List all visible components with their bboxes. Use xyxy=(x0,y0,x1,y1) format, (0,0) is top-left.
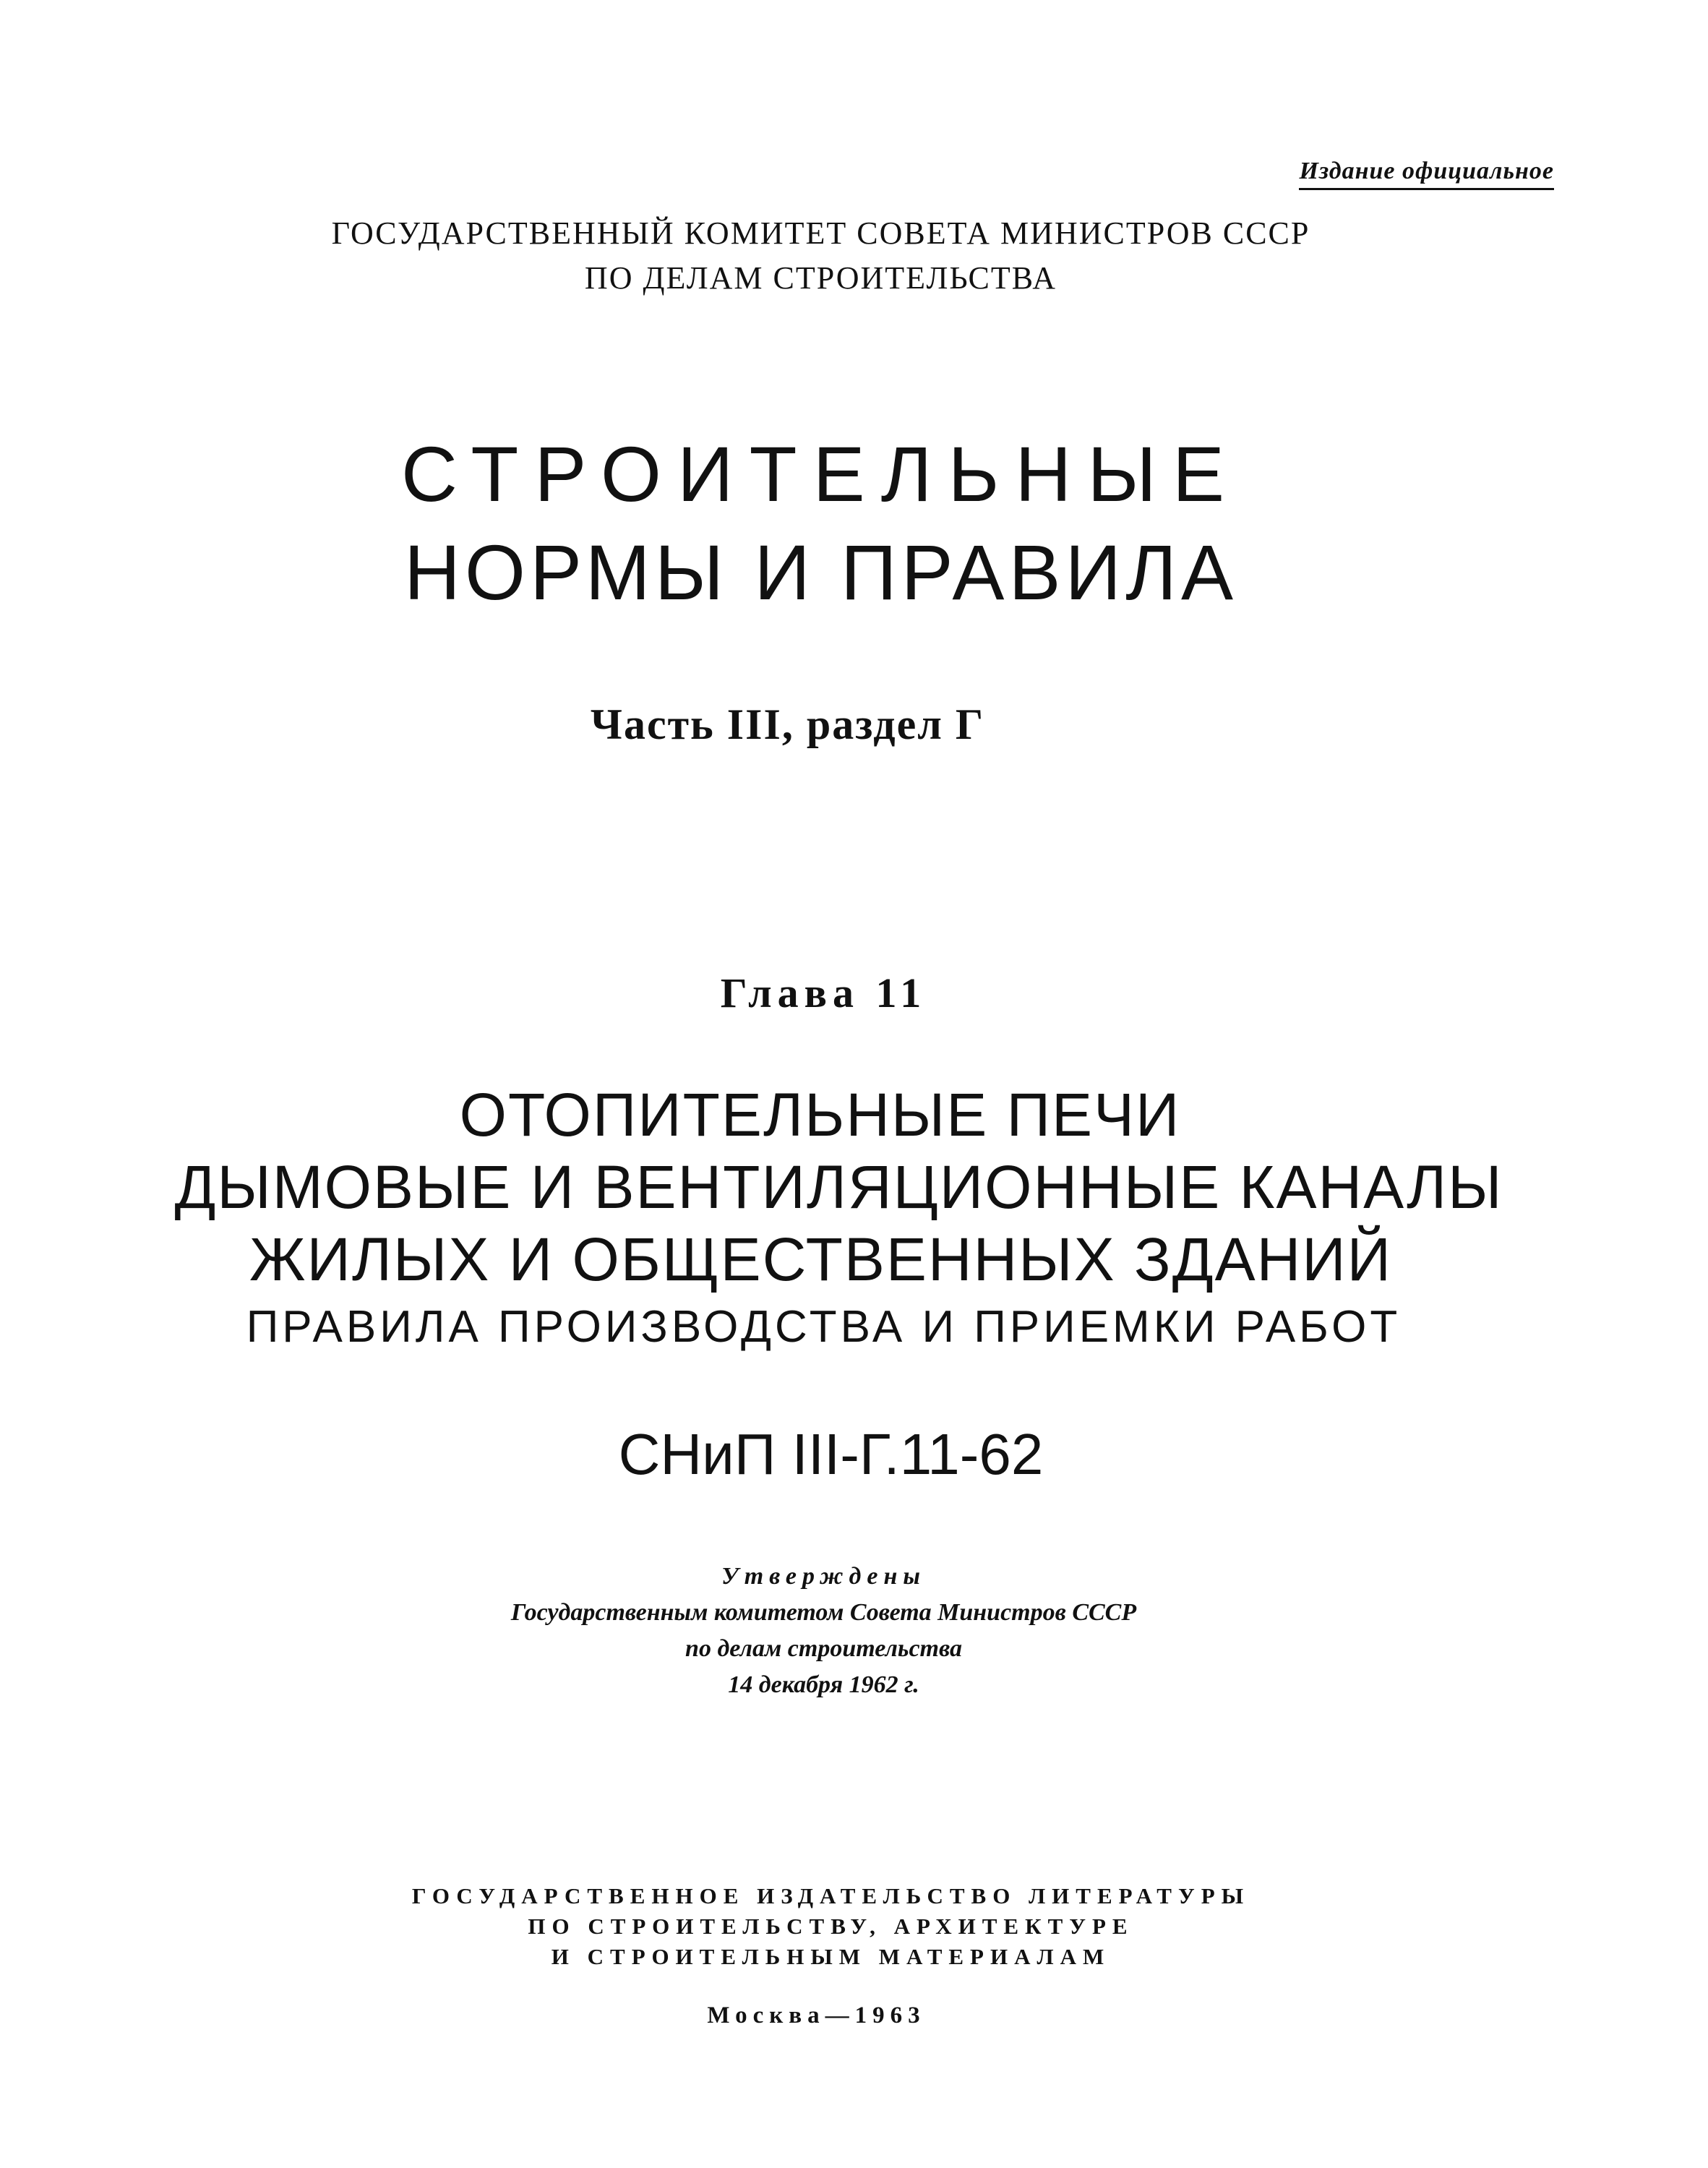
part-section: Часть III, раздел Г xyxy=(590,700,985,748)
committee-line: ПО ДЕЛАМ СТРОИТЕЛЬСТВА xyxy=(584,260,1057,296)
document-title xyxy=(0,425,1708,622)
title-line: СТРОИТЕЛЬНЫЕ xyxy=(400,430,1241,518)
publisher-line: И СТРОИТЕЛЬНЫМ МАТЕРИАЛАМ xyxy=(551,1944,1111,1969)
approval-line: по делам строительства xyxy=(685,1635,962,1662)
approval-line: Государственным комитетом Совета Министров СССР xyxy=(510,1599,1137,1626)
publisher-block xyxy=(0,1881,1685,1972)
chapter-subtitle: ПРАВИЛА ПРОИЗВОДСТВА И ПРИЕМКИ РАБОТ xyxy=(246,1302,1402,1352)
approval-block xyxy=(0,1559,1678,1703)
edition-note: Издание официальное xyxy=(1299,158,1554,190)
approval-line: Утверждены xyxy=(721,1563,926,1590)
publication-place-year: Москва—1963 xyxy=(707,2002,926,2028)
publisher-line: ПО СТРОИТЕЛЬСТВУ, АРХИТЕКТУРЕ xyxy=(528,1914,1134,1939)
committee-heading xyxy=(0,211,1708,301)
chapter-title-line: ЖИЛЫХ И ОБЩЕСТВЕННЫХ ЗДАНИЙ xyxy=(249,1225,1393,1293)
chapter-title-line: ОТОПИТЕЛЬНЫЕ ПЕЧИ xyxy=(459,1081,1181,1149)
committee-line: ГОСУДАРСТВЕННЫЙ КОМИТЕТ СОВЕТА МИНИСТРОВ СССР xyxy=(331,215,1310,251)
document-code: СНиП III-Г.11-62 xyxy=(618,1422,1044,1486)
approval-date: 14 декабря 1962 г. xyxy=(728,1671,919,1698)
chapter-title xyxy=(0,1079,1708,1295)
chapter-title-line: ДЫМОВЫЕ И ВЕНТИЛЯЦИОННЫЕ КАНАЛЫ xyxy=(174,1153,1503,1221)
title-line: НОРМЫ И ПРАВИЛА xyxy=(403,528,1238,616)
publisher-line: ГОСУДАРСТВЕННОЕ ИЗДАТЕЛЬСТВО ЛИТЕРАТУРЫ xyxy=(411,1883,1250,1908)
chapter-number: Глава 11 xyxy=(720,969,927,1016)
